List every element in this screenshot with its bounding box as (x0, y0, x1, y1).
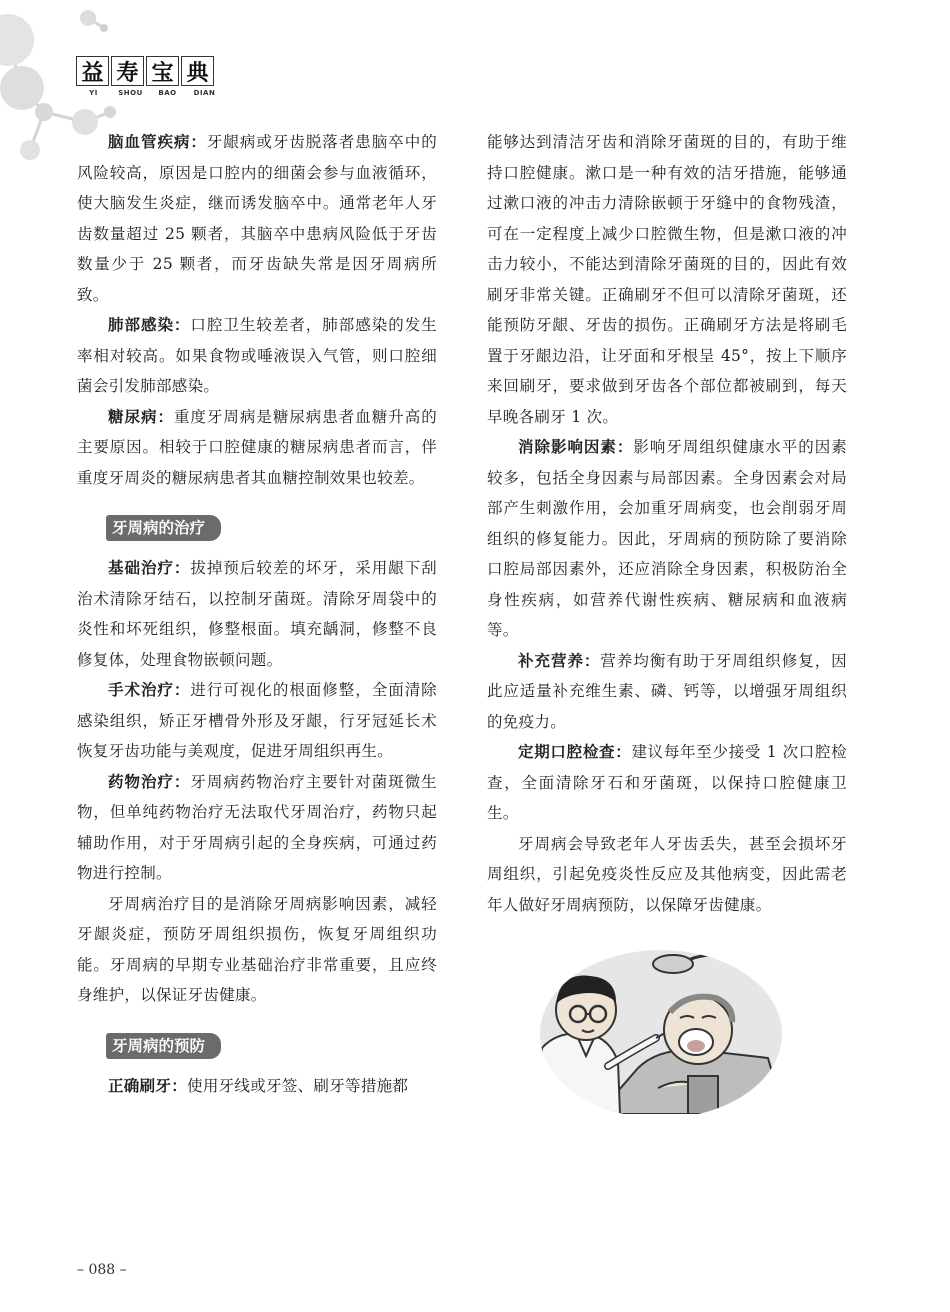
paragraph-basic-treatment (77, 553, 437, 675)
section-heading-treatment: 牙周病的治疗 (106, 515, 221, 541)
right-column (487, 127, 847, 920)
page-number: – 088 – (77, 1262, 127, 1278)
term-label: 定期口腔检查： (518, 743, 632, 761)
term-label: 消除影响因素： (518, 438, 634, 456)
paragraph-text: 重度牙周病是糖尿病患者血糖升高的主要原因。相较于口腔健康的糖尿病患者而言，伴重度牙周炎的糖尿病患者其血糖控制效果也较差。 (77, 407, 437, 487)
paragraph-text: 营养均衡有助于牙周组织修复，因此应适量补充维生素、磷、钙等，以增强牙周组织的免疫力。 (487, 651, 847, 731)
paragraph-conclusion (487, 829, 847, 921)
logo-pinyin (76, 89, 222, 97)
left-column (77, 127, 437, 1101)
term-label: 正确刷牙： (108, 1076, 188, 1095)
logo-pinyin-syllable: DIAN (193, 89, 216, 97)
logo-char: 益 (76, 56, 109, 86)
logo-pinyin-syllable: YI (89, 89, 98, 97)
paragraph-text: 能够达到清洁牙齿和消除牙菌斑的目的，有助于维持口腔健康。漱口是一种有效的洁牙措施，能够通过漱口液的冲击力清除嵌顿于牙缝中的食物残渣，可在一定程度上减少口腔微生物，但是漱口液的冲击力较小，不能达到清除牙菌斑的目的，因此有效刷牙非常关键。正确刷牙不但可以清除牙菌斑，还能预防牙龈、牙齿的损伤。正确刷牙方法是将刷毛置于牙龈边沿，让牙面和牙根呈 45°，按上下顺序来回刷牙，要求做到牙齿各个部位都被刷到，每天早晚各刷牙 1 次。 (487, 133, 847, 426)
term-label: 脑血管疾病： (108, 133, 207, 151)
paragraph-diabetes (77, 402, 437, 494)
paragraph-correct-brushing (77, 1071, 437, 1102)
logo-char: 寿 (111, 56, 144, 86)
logo-pinyin-syllable: BAO (158, 89, 177, 97)
section-heading-prevention: 牙周病的预防 (106, 1033, 221, 1059)
logo-pinyin-syllable: SHOU (118, 89, 143, 97)
paragraph-text: 牙周病会导致老年人牙齿丢失，甚至会损坏牙周组织，引起免疫炎性反应及其他病变，因此需老年人做好牙周病预防，以保障牙齿健康。 (487, 834, 847, 914)
term-label: 药物治疗： (108, 772, 191, 791)
paragraph-text: 进行可视化的根面修整，全面清除感染组织，矫正牙槽骨外形及牙龈，行牙冠延长术恢复牙齿功能与美观度，促进牙周组织再生。 (77, 681, 437, 760)
logo-char: 宝 (146, 56, 179, 86)
logo-char: 典 (181, 56, 214, 86)
paragraph-cerebrovascular (77, 127, 437, 310)
paragraph-text: 牙龈病或牙齿脱落者患脑卒中的风险较高，原因是口腔内的细菌会参与血液循环，使大脑发生炎症，继而诱发脑卒中。通常老年人牙齿数量超过 25 颗者，其脑卒中患病风险低于牙齿数量少于 25 颗者，而牙齿缺失常是因牙周病所致。 (77, 133, 437, 304)
term-label: 肺部感染： (108, 316, 191, 334)
paragraph-eliminate-factors (487, 432, 847, 646)
dentist-illustration (538, 938, 784, 1114)
paragraph-text: 影响牙周组织健康水平的因素较多，包括全身因素与局部因素。全身因素会对局部产生刺激作用，会加重牙周病变，也会削弱牙周组织的修复能力。因此，牙周病的预防除了要消除口腔局部因素外，还应消除全身因素，积极防治全身性疾病，如营养代谢性疾病、糖尿病和血液病等。 (487, 438, 847, 639)
paragraph-text: 口腔卫生较差者，肺部感染的发生率相对较高。如果食物或唾液误入气管，则口腔细菌会引发肺部感染。 (77, 316, 437, 395)
paragraph-lung-infection (77, 310, 437, 402)
dentist-coat (538, 1033, 620, 1114)
term-label: 补充营养： (518, 651, 601, 670)
term-label: 基础治疗： (108, 559, 191, 577)
paragraph-drug-treatment (77, 767, 437, 889)
paragraph-nutrition (487, 646, 847, 738)
paragraph-text: 牙周病治疗目的是消除牙周病影响因素，减轻牙龈炎症，预防牙周组织损伤，恢复牙周组织功能。牙周病的早期专业基础治疗非常重要，且应终身维护，以保证牙齿健康。 (77, 894, 437, 1004)
paragraph-regular-checkup (487, 737, 847, 829)
paragraph-surgical-treatment (77, 675, 437, 767)
paragraph-brushing-continued (487, 127, 847, 432)
patient-body (688, 1076, 718, 1114)
paragraph-treatment-goal (77, 889, 437, 1011)
paragraph-text: 拔掉预后较差的坏牙，采用龈下刮治术清除牙结石，以控制牙菌斑。清除牙周袋中的炎性和坏死组织，修整根面。填充龋洞，修整不良修复体，处理食物嵌顿问题。 (77, 559, 437, 669)
book-logo (76, 56, 222, 97)
paragraph-text: 使用牙线或牙签、刷牙等措施都 (187, 1076, 409, 1095)
dental-lamp (653, 955, 693, 973)
paragraph-text: 牙周病药物治疗主要针对菌斑微生物，但单纯药物治疗无法取代牙周治疗，药物只起辅助作用，对于牙周病引起的全身疾病，可通过药物进行控制。 (77, 772, 437, 882)
term-label: 糖尿病： (108, 407, 174, 426)
term-label: 手术治疗： (108, 681, 191, 699)
paragraph-text: 建议每年至少接受 1 次口腔检查，全面清除牙石和牙菌斑，以保持口腔健康卫生。 (487, 743, 847, 822)
